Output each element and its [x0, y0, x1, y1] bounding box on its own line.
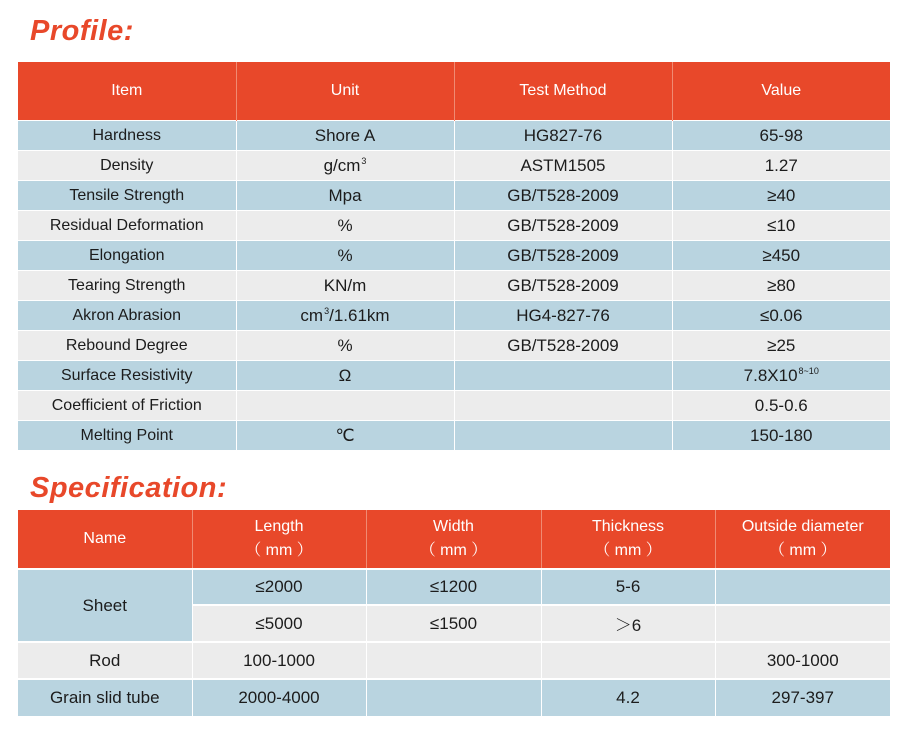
header-test-method: Test Method — [454, 62, 672, 121]
profile-row-surface-resistivity — [18, 361, 890, 391]
profile-title: Profile: — [30, 15, 134, 47]
profile-method-cell — [454, 331, 672, 361]
tube-name: Grain slid tube — [18, 679, 192, 716]
profile-method-cell — [454, 361, 672, 391]
profile-method-label: GB/T528-2009 — [507, 275, 619, 295]
profile-method-label: GB/T528-2009 — [507, 215, 619, 235]
header-unit: Unit — [236, 62, 454, 121]
profile-unit-label: KN/m — [323, 275, 367, 295]
profile-item-label: Density — [100, 156, 154, 174]
profile-item-label: Rebound Degree — [65, 336, 188, 354]
profile-method-cell — [454, 121, 672, 151]
profile-item-label: Surface Resistivity — [60, 366, 193, 384]
profile-method-label: GB/T528-2009 — [507, 335, 619, 355]
specification-table — [18, 510, 890, 716]
tube-length: 2000-4000 — [192, 679, 366, 716]
header-width-unit: （ mm ） — [419, 542, 488, 559]
sheet-1-outside-diameter — [715, 569, 890, 605]
profile-unit-cell — [236, 121, 454, 151]
profile-item-label: Hardness — [92, 126, 161, 144]
sheet-2-width: ≤1500 — [366, 605, 541, 642]
profile-value-label: ≤0.06 — [760, 305, 803, 325]
profile-item-cell — [18, 301, 236, 331]
profile-unit-cell — [236, 211, 454, 241]
profile-unit-cell — [236, 361, 454, 391]
profile-item-cell — [18, 241, 236, 271]
header-thickness — [541, 510, 715, 569]
header-name-label: Name — [83, 530, 127, 547]
profile-value-cell — [672, 121, 890, 151]
profile-item-cell — [18, 181, 236, 211]
profile-unit-cell — [236, 181, 454, 211]
profile-value-label: 1.27 — [764, 155, 798, 175]
profile-value-label: 150-180 — [750, 425, 813, 445]
profile-unit-label: Mpa — [328, 185, 362, 205]
profile-value-cell — [672, 241, 890, 271]
profile-value-label: ≤10 — [767, 215, 796, 235]
profile-unit-label: Shore A — [314, 125, 376, 145]
profile-method-cell — [454, 271, 672, 301]
profile-table — [18, 62, 890, 450]
profile-unit-label: % — [337, 215, 353, 235]
header-width-label: Width — [433, 518, 474, 535]
profile-item-label: Melting Point — [80, 426, 173, 444]
tube-thickness: 4.2 — [541, 679, 715, 716]
profile-unit-tail: /1.61km — [329, 305, 390, 325]
profile-unit-label: % — [337, 335, 353, 355]
header-outside-diameter-unit: （ mm ） — [768, 542, 837, 559]
profile-value-cell — [672, 271, 890, 301]
sheet-1-length: ≤2000 — [192, 569, 366, 605]
header-thickness-label: Thickness — [591, 518, 665, 535]
rod-width — [366, 642, 541, 679]
profile-row-elongation — [18, 241, 890, 271]
specification-title: Specification: — [30, 472, 228, 504]
header-width — [366, 510, 541, 569]
profile-unit-cell — [236, 391, 454, 421]
profile-unit-label: Ω — [338, 365, 352, 385]
profile-row-akron-abrasion — [18, 301, 890, 331]
profile-unit-cell — [236, 241, 454, 271]
tube-width — [366, 679, 541, 716]
rod-name: Rod — [18, 642, 192, 679]
profile-item-cell — [18, 391, 236, 421]
profile-unit-superscript: 3 — [361, 155, 367, 166]
profile-row-density — [18, 151, 890, 181]
profile-value-cell — [672, 361, 890, 391]
profile-method-cell — [454, 301, 672, 331]
sheet-name: Sheet — [18, 569, 192, 642]
header-value: Value — [672, 62, 890, 121]
profile-unit-superscript: 3 — [324, 305, 330, 316]
profile-unit-cell — [236, 271, 454, 301]
profile-row-coefficient-of-friction — [18, 391, 890, 421]
profile-method-cell — [454, 151, 672, 181]
rod-length: 100-1000 — [192, 642, 366, 679]
profile-value-cell — [672, 301, 890, 331]
sheet-1-width: ≤1200 — [366, 569, 541, 605]
profile-value-cell — [672, 151, 890, 181]
profile-value-superscript: 8~10 — [798, 365, 819, 376]
profile-value-label: 65-98 — [759, 125, 803, 145]
header-item: Item — [18, 62, 236, 121]
tube-outside-diameter: 297-397 — [715, 679, 890, 716]
profile-item-label: Akron Abrasion — [72, 306, 181, 324]
spec-row-rod — [18, 642, 890, 679]
profile-unit-cell — [236, 331, 454, 361]
profile-value-cell — [672, 181, 890, 211]
profile-method-label: ASTM1505 — [520, 155, 606, 175]
profile-method-cell — [454, 241, 672, 271]
profile-row-hardness — [18, 121, 890, 151]
profile-item-label: Tearing Strength — [68, 276, 186, 294]
profile-item-cell — [18, 421, 236, 451]
profile-unit-label: cm — [300, 305, 324, 325]
profile-method-cell — [454, 211, 672, 241]
profile-unit-label: % — [337, 245, 353, 265]
profile-item-cell — [18, 151, 236, 181]
profile-row-melting-point — [18, 421, 890, 451]
profile-method-label: HG827-76 — [523, 125, 603, 145]
profile-value-label: 0.5-0.6 — [754, 395, 808, 415]
profile-method-cell — [454, 181, 672, 211]
profile-unit-cell — [236, 421, 454, 451]
spec-row-sheet-1 — [18, 569, 890, 605]
rod-thickness — [541, 642, 715, 679]
header-length — [192, 510, 366, 569]
profile-row-rebound-degree — [18, 331, 890, 361]
profile-item-cell — [18, 211, 236, 241]
profile-row-residual-deformation — [18, 211, 890, 241]
profile-method-label: GB/T528-2009 — [507, 185, 619, 205]
spec-row-tube — [18, 679, 890, 716]
profile-value-label: ≥80 — [767, 275, 796, 295]
profile-method-cell — [454, 421, 672, 451]
header-length-label: Length — [254, 518, 304, 535]
profile-value-cell — [672, 331, 890, 361]
rod-outside-diameter: 300-1000 — [715, 642, 890, 679]
profile-item-label: Tensile Strength — [69, 186, 185, 204]
header-outside-diameter-label: Outside diameter — [741, 518, 864, 535]
profile-unit-label: ℃ — [335, 425, 355, 445]
profile-value-label: ≥25 — [767, 335, 796, 355]
spec-header-row — [18, 510, 890, 569]
profile-value-cell — [672, 421, 890, 451]
profile-item-label: Elongation — [88, 246, 165, 264]
sheet-2-outside-diameter — [715, 605, 890, 642]
profile-item-cell — [18, 331, 236, 361]
profile-value-label: 7.8X10 — [743, 365, 798, 385]
sheet-2-thickness: ＞6 — [541, 605, 715, 642]
profile-item-cell — [18, 271, 236, 301]
profile-row-tensile-strength — [18, 181, 890, 211]
profile-item-cell — [18, 121, 236, 151]
profile-value-label: ≥40 — [767, 185, 796, 205]
header-length-unit: （ mm ） — [245, 542, 313, 559]
profile-unit-cell — [236, 151, 454, 181]
profile-header-row — [18, 62, 890, 121]
profile-value-cell — [672, 391, 890, 421]
profile-item-label: Residual Deformation — [49, 216, 204, 234]
profile-method-cell — [454, 391, 672, 421]
profile-row-tearing-strength — [18, 271, 890, 301]
profile-unit-label: g/cm — [323, 155, 361, 175]
header-name — [18, 510, 192, 569]
profile-value-cell — [672, 211, 890, 241]
profile-method-label: GB/T528-2009 — [507, 245, 619, 265]
header-thickness-unit: （ mm ） — [594, 542, 662, 559]
profile-item-label: Coefficient of Friction — [51, 396, 202, 414]
profile-value-label: ≥450 — [762, 245, 801, 265]
profile-item-cell — [18, 361, 236, 391]
profile-method-label: HG4-827-76 — [516, 305, 610, 325]
sheet-1-thickness: 5-6 — [541, 569, 715, 605]
sheet-2-length: ≤5000 — [192, 605, 366, 642]
profile-unit-cell — [236, 301, 454, 331]
header-outside-diameter — [715, 510, 890, 569]
